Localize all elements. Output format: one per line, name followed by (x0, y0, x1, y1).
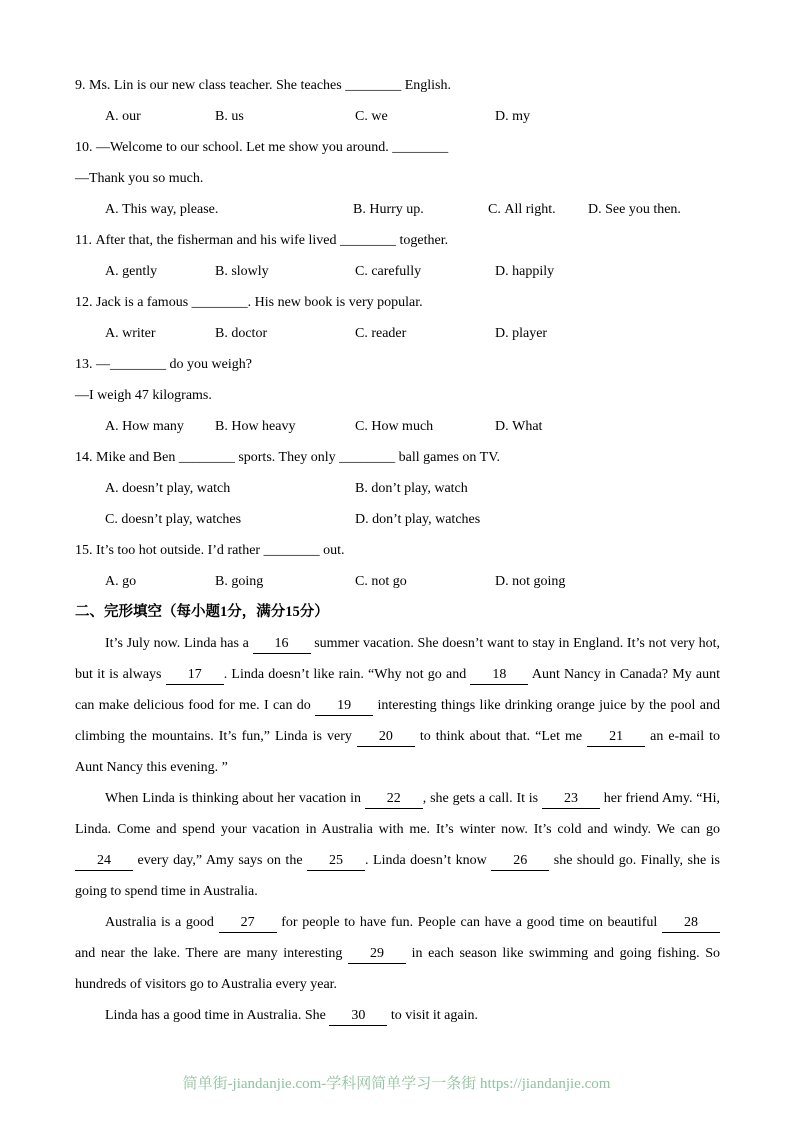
option: C. doesn’t play, watches (105, 512, 242, 527)
option-row (75, 256, 720, 287)
question-dialog-line: —I weigh 47 kilograms. (75, 388, 212, 403)
option-row (75, 194, 720, 225)
option: B. Hurry up. (353, 202, 424, 217)
option: A. writer (105, 326, 156, 341)
option: A. How many (105, 419, 184, 434)
cloze-blank-25: 25 (307, 851, 365, 871)
option: C. not go (355, 574, 407, 589)
cloze-paragraph: When Linda is thinking about her vacation in 22 , she gets a call. It is 23 her friend Amy. “Hi, Linda. Come and spend your vacation in Australia with me. It’s winter now. It’s cold and windy. We can go 24 every day,” Amy says on the 25 . Linda doesn’t know 26 she should go. Finally, she is going to spend time in Australia. (75, 791, 720, 899)
cloze-blank-29: 29 (348, 944, 406, 964)
option: A. our (105, 109, 141, 124)
option: B. How heavy (215, 419, 296, 434)
option: D. happily (495, 264, 555, 279)
option: A. go (105, 574, 137, 589)
option-row (75, 101, 720, 132)
cloze-blank-28: 28 (662, 913, 720, 933)
option: D. See you then. (588, 202, 681, 217)
question-dialog-line: —Thank you so much. (75, 171, 204, 186)
option-row (75, 473, 720, 504)
option: C. we (355, 109, 388, 124)
option-row (75, 318, 720, 349)
option-row (75, 411, 720, 442)
cloze-blank-24: 24 (75, 851, 133, 871)
cloze-paragraph: It’s July now. Linda has a 16 summer vacation. She doesn’t want to stay in England. It’s not very hot, but it is always 17 . Linda doesn’t like rain. “Why not go and 18 Aunt Nancy in Canada? My aunt can make delicious food for me. I can do 19 interesting things like drinking orange juice by the pool and climbing the mountains. It’s fun,” Linda is very 20 to think about that. “Let me 21 an e-mail to Aunt Nancy this evening. ” (75, 636, 721, 775)
option: B. doctor (215, 326, 268, 341)
option: D. player (495, 326, 548, 341)
option: B. us (215, 109, 244, 124)
cloze-section (75, 628, 720, 1031)
cloze-section-title: 二、完形填空（每小题1分，满分15分） (75, 604, 329, 620)
option: A. gently (105, 264, 158, 279)
question-stem: 10. —Welcome to our school. Let me show you around. ________ (75, 140, 449, 155)
option: D. don’t play, watches (355, 512, 481, 527)
option: A. doesn’t play, watch (105, 481, 231, 496)
option: D. not going (495, 574, 566, 589)
cloze-paragraph: Australia is a good 27 for people to have fun. People can have a good time on beautiful 28 and near the lake. There are many interesting 29 in each season like swimming and going fishing. So hundreds of visitors go to Australia every year. (75, 915, 721, 992)
option: C. carefully (355, 264, 422, 279)
footer-watermark: 简单街-jiandanjie.com-学科网简单学习一条街 https://jiandanjie.com (182, 1076, 611, 1092)
option: B. don’t play, watch (355, 481, 468, 496)
question-stem: 15. It’s too hot outside. I’d rather ________ out. (75, 543, 345, 558)
cloze-blank-16: 16 (253, 634, 311, 654)
cloze-blank-27: 27 (219, 913, 277, 933)
cloze-blank-20: 20 (357, 727, 415, 747)
question-stem: 9. Ms. Lin is our new class teacher. She teaches ________ English. (75, 78, 451, 93)
option: B. going (215, 574, 264, 589)
cloze-blank-23: 23 (542, 789, 600, 809)
question-stem: 14. Mike and Ben ________ sports. They only ________ ball games on TV. (75, 450, 501, 465)
option: C. All right. (488, 202, 556, 217)
option: D. What (495, 419, 543, 434)
cloze-blank-18: 18 (470, 665, 528, 685)
question-stem: 12. Jack is a famous ________. His new book is very popular. (75, 295, 423, 310)
option-row (75, 504, 720, 535)
cloze-blank-22: 22 (365, 789, 423, 809)
option: A. This way, please. (105, 202, 219, 217)
option: C. How much (355, 419, 434, 434)
cloze-blank-19: 19 (315, 696, 373, 716)
question-stem: 13. —________ do you weigh? (75, 357, 252, 372)
cloze-paragraph: Linda has a good time in Australia. She 30 to visit it again. (75, 1000, 720, 1031)
option: B. slowly (215, 264, 269, 279)
option: C. reader (355, 326, 407, 341)
question-stem: 11. After that, the fisherman and his wife lived ________ together. (75, 233, 449, 248)
exam-page (75, 70, 720, 1031)
cloze-blank-21: 21 (587, 727, 645, 747)
option: D. my (495, 109, 530, 124)
option-row (75, 566, 720, 597)
cloze-blank-17: 17 (166, 665, 224, 685)
cloze-blank-26: 26 (491, 851, 549, 871)
cloze-blank-30: 30 (329, 1006, 387, 1026)
multiple-choice-section (75, 70, 720, 597)
